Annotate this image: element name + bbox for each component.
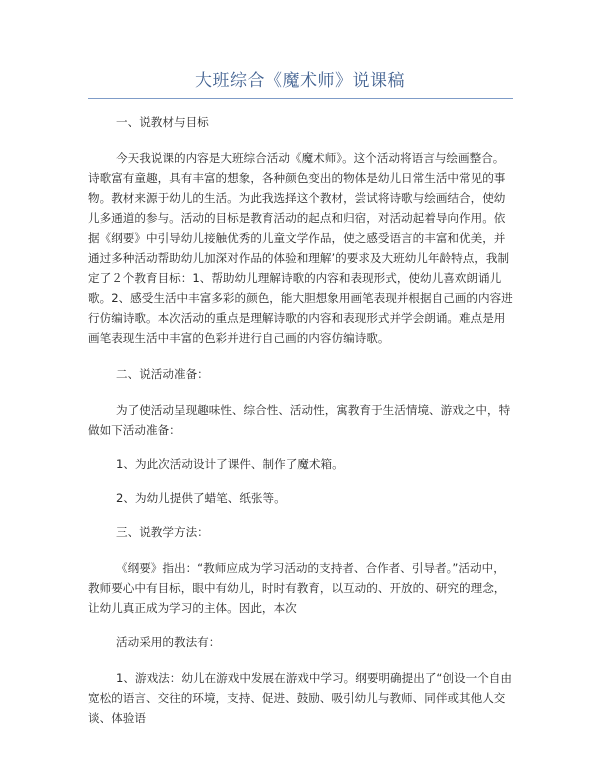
paragraph: 活动采用的教法有： bbox=[116, 635, 221, 649]
list-item: 1、为此次活动设计了课件、制作了魔术箱。 bbox=[116, 457, 344, 471]
paragraph: 1、游戏法：幼儿在游戏中发展在游戏中学习。纲要明确提出了“创设一个自由宽松的语言、交往的环境，支持、促进、鼓励、吸引幼儿与教师、同伴或其他人交谈、体验语 bbox=[88, 671, 512, 725]
document-body bbox=[88, 108, 514, 728]
paragraph: 今天我说课的内容是大班综合活动《魔术师》。这个活动将语言与绘画整合。诗歌富有童趣，具有丰富的想象，各种颜色变出的物体是幼儿日常生活中常见的事物。教材来源于幼儿的生活。为此我选择这个教材，尝试将诗歌与绘画结合，使幼儿多通道的参与。活动的目标是教育活动的起点和归宿，对活动起着导向作用。依据《纲要》中引导幼儿接触优秀的儿童文学作品，使之感受语言的丰富和优美，并通过多种活动帮助幼儿加深对作品的体验和理解’的要求及大班幼儿年龄特点，我制定了２个教育目标：1、帮助幼儿理解诗歌的内容和表现形式，使幼儿喜欢朗诵儿歌。2、感受生活中丰富多彩的颜色，能大胆想象用画笔表现并根据自己画的内容进行仿编诗歌。本次活动的重点是理解诗歌的内容和表现形式并学会朗诵。难点是用画笔表现生活中丰富的色彩并进行自己画的内容仿编诗歌。 bbox=[88, 151, 513, 345]
section-heading: 三、说教学方法： bbox=[116, 525, 209, 539]
document-title: 大班综合《魔术师》说课稿 bbox=[195, 71, 405, 91]
paragraph: 为了使活动呈现趣味性、综合性、活动性，寓教育于生活情境、游戏之中，特做如下活动准备： bbox=[88, 403, 511, 437]
section-heading: 一、说教材与目标 bbox=[116, 115, 209, 129]
paragraph: 《纲要》指出：“教师应成为学习活动的支持者、合作者、引导者。”活动中，教师要心中有目标，眼中有幼儿，时时有教育，以互动的、开放的、研究的理念，让幼儿真正成为学习的主体。因此，本次 bbox=[88, 561, 506, 615]
title-divider bbox=[88, 98, 513, 99]
section-heading: 二、说活动准备： bbox=[116, 367, 209, 381]
list-item: 2、为幼儿提供了蜡笔、纸张等。 bbox=[116, 491, 286, 505]
